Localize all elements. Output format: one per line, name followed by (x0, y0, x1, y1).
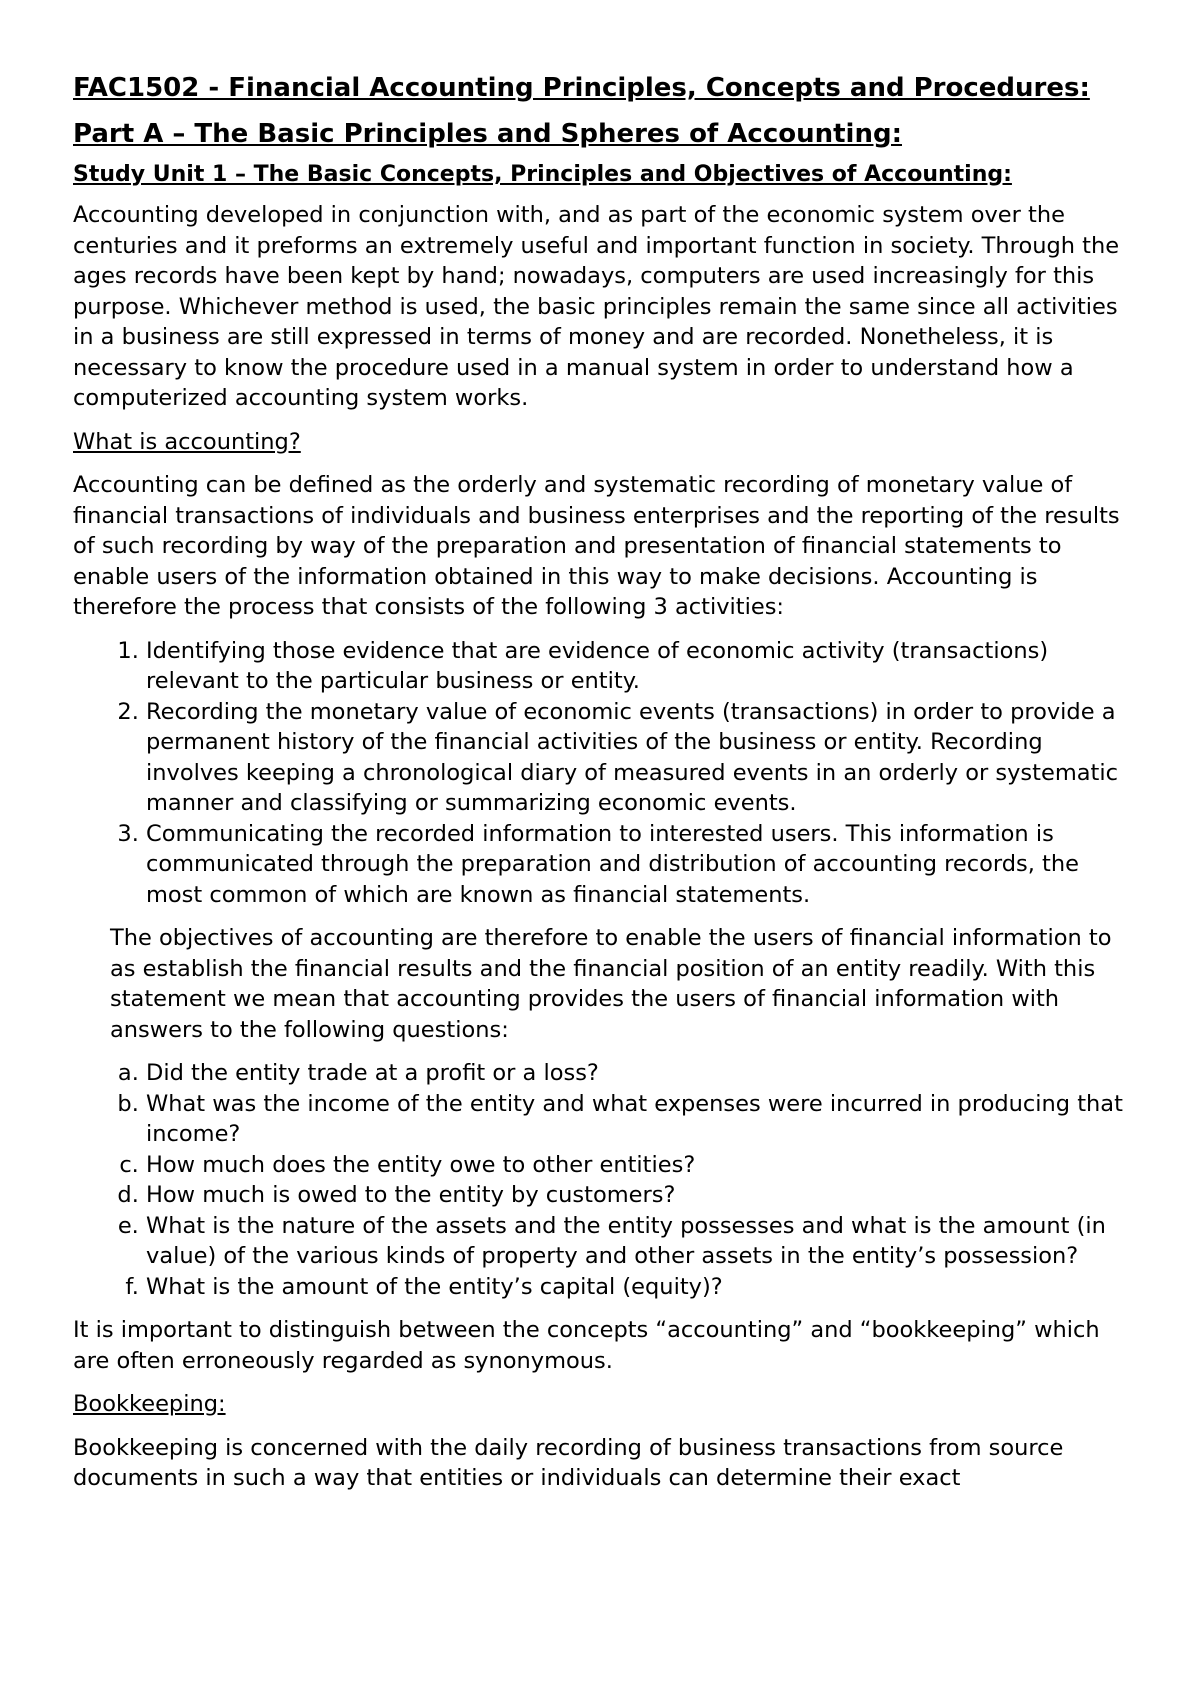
question-item: d. How much is owed to the entity by customers? (146, 1180, 1138, 1211)
definition-paragraph: Accounting can be defined as the orderly and systematic recording of monetary value of financial transactions of individuals and business enterprises and the reporting of the results of such recording by way of the preparation and presentation of financial statements to enable users of the information obtained in this way to make decisions. Accounting is therefore the process that consists of the following 3 activities: (73, 472, 1120, 620)
questions-list (73, 1058, 1138, 1302)
bookkeeping-paragraph: Bookkeeping is concerned with the daily recording of business transactions from source documents in such a way that entities or individuals can determine their exact (73, 1434, 1064, 1491)
objectives-paragraph: The objectives of accounting are therefore to enable the users of financial information to as establish the financial results and the financial position of an entity readily. With this statement we mean that accounting provides the users of financial information with answers to the following questions: (110, 925, 1112, 1043)
intro-paragraph: Accounting developed in conjunction with, and as part of the economic system over the centuries and it preforms an extremely useful and important function in society. Through the ages records have been kept by hand; nowadays, computers are used increasingly for this purpose. Whichever method is used, the basic principles remain the same since all activities in a business are still expressed in terms of money and are recorded. Nonetheless, it is necessary to know the procedure used in a manual system in order to understand how a computerized accounting system works. (73, 202, 1120, 411)
activity-item: 2. Recording the monetary value of economic events (transactions) in order to provide a permanent history of the financial activities of the business or entity. Recording involves keeping a chronological diary of measured events in an orderly or systematic manner and classifying or summarizing economic events. (146, 697, 1138, 819)
document-page (73, 70, 1138, 1507)
question-item: e. What is the nature of the assets and the entity possesses and what is the amount (in value) of the various kinds of property and other assets in the entity’s possession? (146, 1211, 1138, 1272)
document-title: FAC1502 - Financial Accounting Principles, Concepts and Procedures: (73, 73, 1090, 103)
question-item: f. What is the amount of the entity’s capital (equity)? (146, 1272, 1138, 1303)
what-is-accounting-heading: What is accounting? (73, 428, 301, 455)
activities-list (73, 636, 1138, 911)
question-item: a. Did the entity trade at a profit or a loss? (146, 1058, 1138, 1089)
activity-item: 3. Communicating the recorded information to interested users. This information is communicated through the preparation and distribution of accounting records, the most common of which are known as financial statements. (146, 819, 1138, 911)
question-item: b. What was the income of the entity and what expenses were incurred in producing that income? (146, 1089, 1138, 1150)
activity-item: 1. Identifying those evidence that are evidence of economic activity (transactions) relevant to the particular business or entity. (146, 636, 1138, 697)
study-unit-heading: Study Unit 1 – The Basic Concepts, Principles and Objectives of Accounting: (73, 162, 1012, 187)
part-heading: Part A – The Basic Principles and Spheres of Accounting: (73, 119, 902, 149)
question-item: c. How much does the entity owe to other entities? (146, 1150, 1138, 1181)
distinguish-paragraph: It is important to distinguish between the concepts “accounting” and “bookkeeping” which are often erroneously regarded as synonymous. (73, 1317, 1100, 1374)
bookkeeping-heading: Bookkeeping: (73, 1391, 226, 1417)
